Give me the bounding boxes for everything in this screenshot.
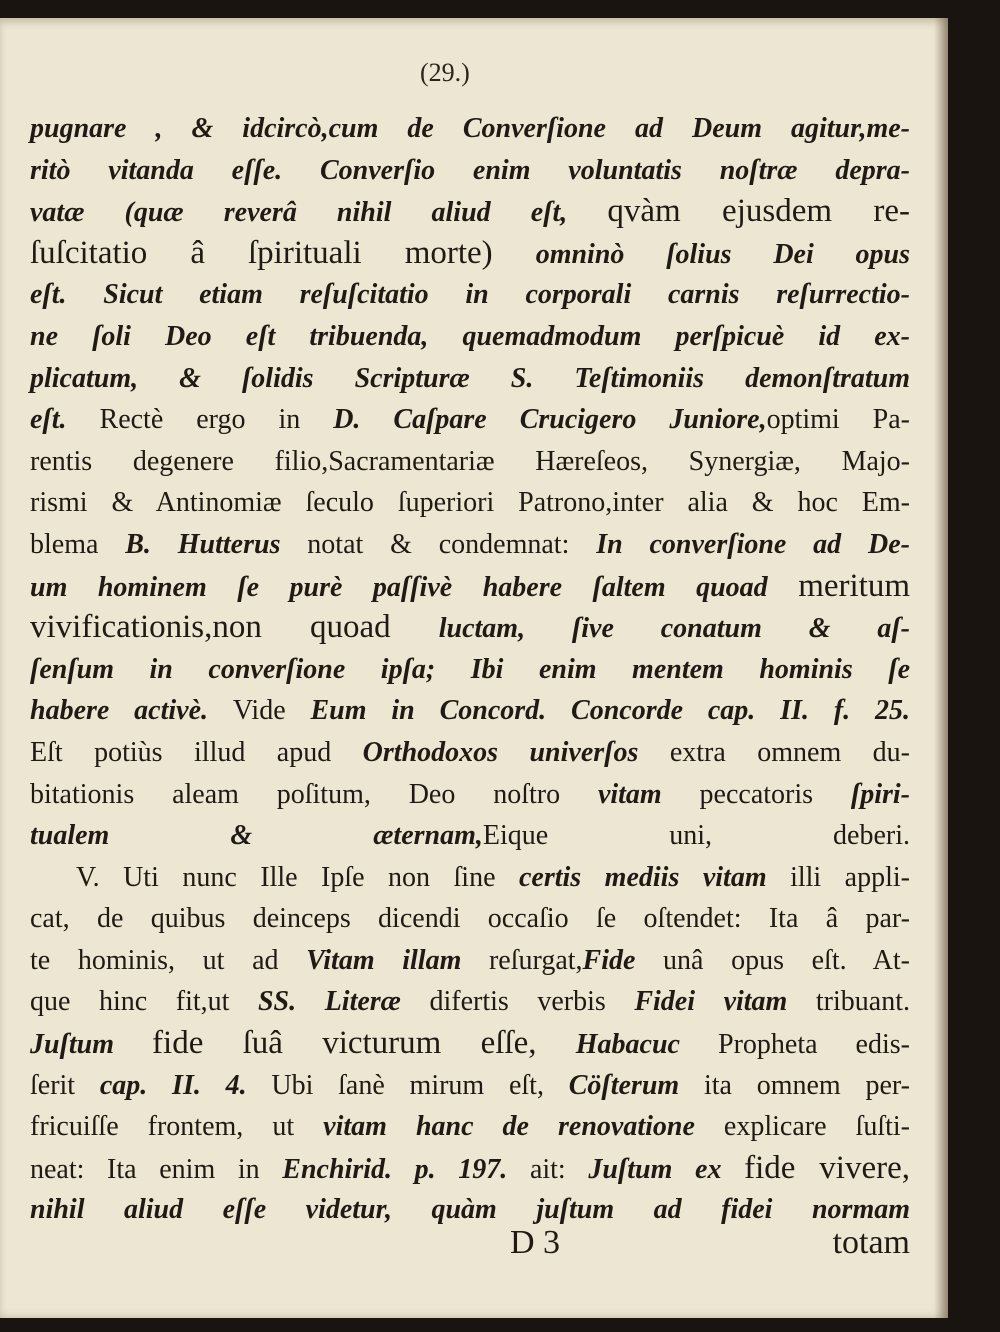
text-segment: Juſtum ex — [588, 1153, 745, 1185]
text-segment: Orthodoxos univerſos — [362, 736, 670, 768]
text-line — [30, 1148, 910, 1190]
text-segment: qvàm ejusdem re- — [607, 193, 910, 230]
text-line — [30, 815, 910, 857]
text-segment: habere activè. — [30, 695, 233, 727]
text-line — [30, 607, 910, 649]
text-segment: Eique uni, deberi. — [482, 820, 910, 852]
text-line — [30, 108, 910, 150]
text-segment: Eſt potiùs illud apud — [30, 736, 363, 768]
text-segment: um hominem ſe purè paſſivè habere ſaltem quoad — [30, 571, 799, 603]
body-text — [30, 108, 910, 1231]
text-segment: peccatoris — [699, 778, 851, 810]
text-segment: ritò vitanda eſſe. Converſio enim voluntatis noſtræ depra- — [30, 154, 910, 186]
text-segment: B. Hutterus — [125, 528, 308, 560]
text-segment: Propheta edis- — [718, 1029, 910, 1061]
text-segment: Cöſterum — [568, 1069, 704, 1101]
text-line — [30, 191, 910, 233]
text-segment: pugnare , — [30, 113, 192, 144]
text-segment: D. Caſpare Crucigero Juniore, — [333, 404, 767, 436]
text-segment: fide ſuâ victurum eſſe, — [152, 1025, 576, 1062]
text-line — [30, 1023, 910, 1065]
text-line — [30, 399, 910, 441]
text-segment: tribuant. — [815, 986, 910, 1018]
text-line — [30, 566, 910, 608]
text-line — [30, 358, 910, 400]
text-segment: cat, de quibus deinceps dicendi occaſio ſe oſtendet: Ita â par- — [30, 903, 910, 935]
text-segment: notat & condemnat: — [307, 528, 597, 560]
text-segment: rentis degenere filio,Sacramentariæ Hæreſeos, Synergiæ, Majo- — [30, 445, 910, 477]
text-segment: que hinc fit,ut — [30, 986, 258, 1018]
text-segment: fricuiſſe frontem, ut — [30, 1111, 324, 1143]
text-line — [30, 150, 910, 192]
text-segment: omninò ſolius Dei opus — [535, 238, 911, 270]
text-segment: optimi Pa- — [766, 404, 911, 436]
text-segment: meritum — [798, 567, 910, 604]
text-segment: Fidei vitam — [634, 986, 816, 1018]
text-segment: bitationis aleam poſitum, Deo noſtro — [30, 778, 598, 810]
text-segment: unâ opus eſt. At- — [663, 944, 910, 976]
text-segment: eſt. Sicut etiam reſuſcitatio in corporali carnis reſurrectio- — [30, 279, 910, 311]
text-segment: explicare ſuſti- — [723, 1111, 910, 1143]
text-line — [30, 482, 910, 524]
text-line — [30, 274, 910, 316]
text-segment: vatæ (quæ reverâ nihil aliud eſt, — [30, 197, 608, 229]
text-segment: vitam hanc de renovatione — [323, 1111, 724, 1143]
text-line — [30, 981, 910, 1023]
text-segment: luctam, ſive conatum & aſ- — [438, 613, 910, 645]
page-number: (29.) — [420, 58, 470, 87]
text-segment: Rectè ergo in — [99, 404, 334, 436]
text-segment: Vitam illam — [306, 944, 489, 976]
text-line — [30, 649, 910, 691]
text-segment: Vide — [232, 695, 311, 727]
text-segment: Habacuc — [575, 1029, 718, 1061]
text-line — [30, 732, 910, 774]
text-segment: tualem & æternam, — [30, 820, 483, 852]
text-line — [30, 690, 910, 732]
text-line — [30, 316, 910, 358]
text-segment: In converſione ad De- — [596, 528, 910, 560]
text-line — [30, 1106, 910, 1148]
text-line — [30, 898, 910, 940]
text-segment: ſerit — [30, 1069, 100, 1101]
text-line — [30, 233, 910, 275]
text-segment: Juſtum — [30, 1029, 153, 1061]
text-segment: Fide — [582, 944, 664, 976]
text-segment: difertis verbis — [429, 986, 635, 1018]
text-segment: Ubi ſanè mirum eſt, — [271, 1069, 569, 1101]
text-line — [30, 1065, 910, 1107]
text-segment: ſuſcitatio â ſpirituali morte) — [30, 234, 536, 271]
text-segment: certis mediis vitam — [519, 861, 791, 893]
text-segment: vivificationis,non quoad — [30, 609, 439, 646]
text-segment: rismi & Antinomiæ ſeculo ſuperiori Patrono,inter alia & hoc Em- — [30, 487, 910, 519]
book-page — [0, 18, 948, 1318]
text-segment: & idcircò,cum de Converſione ad Deum agitur,me- — [191, 113, 910, 144]
text-segment: V. Uti nunc Ille Ipſe non ſine — [76, 861, 519, 893]
text-segment: fide vivere, — [744, 1149, 911, 1186]
text-segment: extra omnem du- — [669, 736, 910, 768]
text-segment: eſt. — [30, 404, 100, 436]
text-segment: plicatum, & ſolidis Scripturæ S. Teſtimoniis demonſtratum — [30, 362, 910, 394]
text-segment: vitam — [597, 778, 700, 810]
catchword: totam — [832, 1224, 910, 1261]
text-line — [30, 524, 910, 566]
text-segment: cap. II. 4. — [99, 1069, 272, 1101]
text-segment: Enchirid. p. 197. — [282, 1153, 530, 1185]
text-segment: te hominis, ut ad — [30, 944, 307, 976]
signature-mark: D 3 — [510, 1224, 561, 1261]
text-line — [30, 774, 910, 816]
text-segment: nihil aliud eſſe videtur, quàm juſtum ad fidei normam — [30, 1194, 910, 1226]
text-segment: SS. Literæ — [257, 986, 430, 1018]
text-segment: Eum in Concord. Concorde cap. II. f. 25. — [310, 695, 911, 727]
text-segment: reſurgat, — [488, 944, 583, 976]
text-segment: ne ſoli Deo eſt tribuenda, quemadmodum perſpicuè id ex- — [30, 320, 910, 352]
text-line — [30, 857, 910, 899]
text-line — [30, 441, 910, 483]
text-line — [30, 940, 910, 982]
text-segment: illi appli- — [790, 861, 910, 893]
page-footer — [30, 1224, 910, 1274]
text-segment: ſpiri- — [850, 778, 910, 810]
text-segment: ſenſum in converſione ipſa; Ibi enim mentem hominis ſe — [30, 653, 910, 685]
text-segment: ita omnem per- — [703, 1069, 910, 1101]
text-segment: neat: Ita enim in — [30, 1153, 283, 1185]
text-segment: blema — [30, 528, 126, 560]
text-segment: ait: — [529, 1153, 589, 1185]
